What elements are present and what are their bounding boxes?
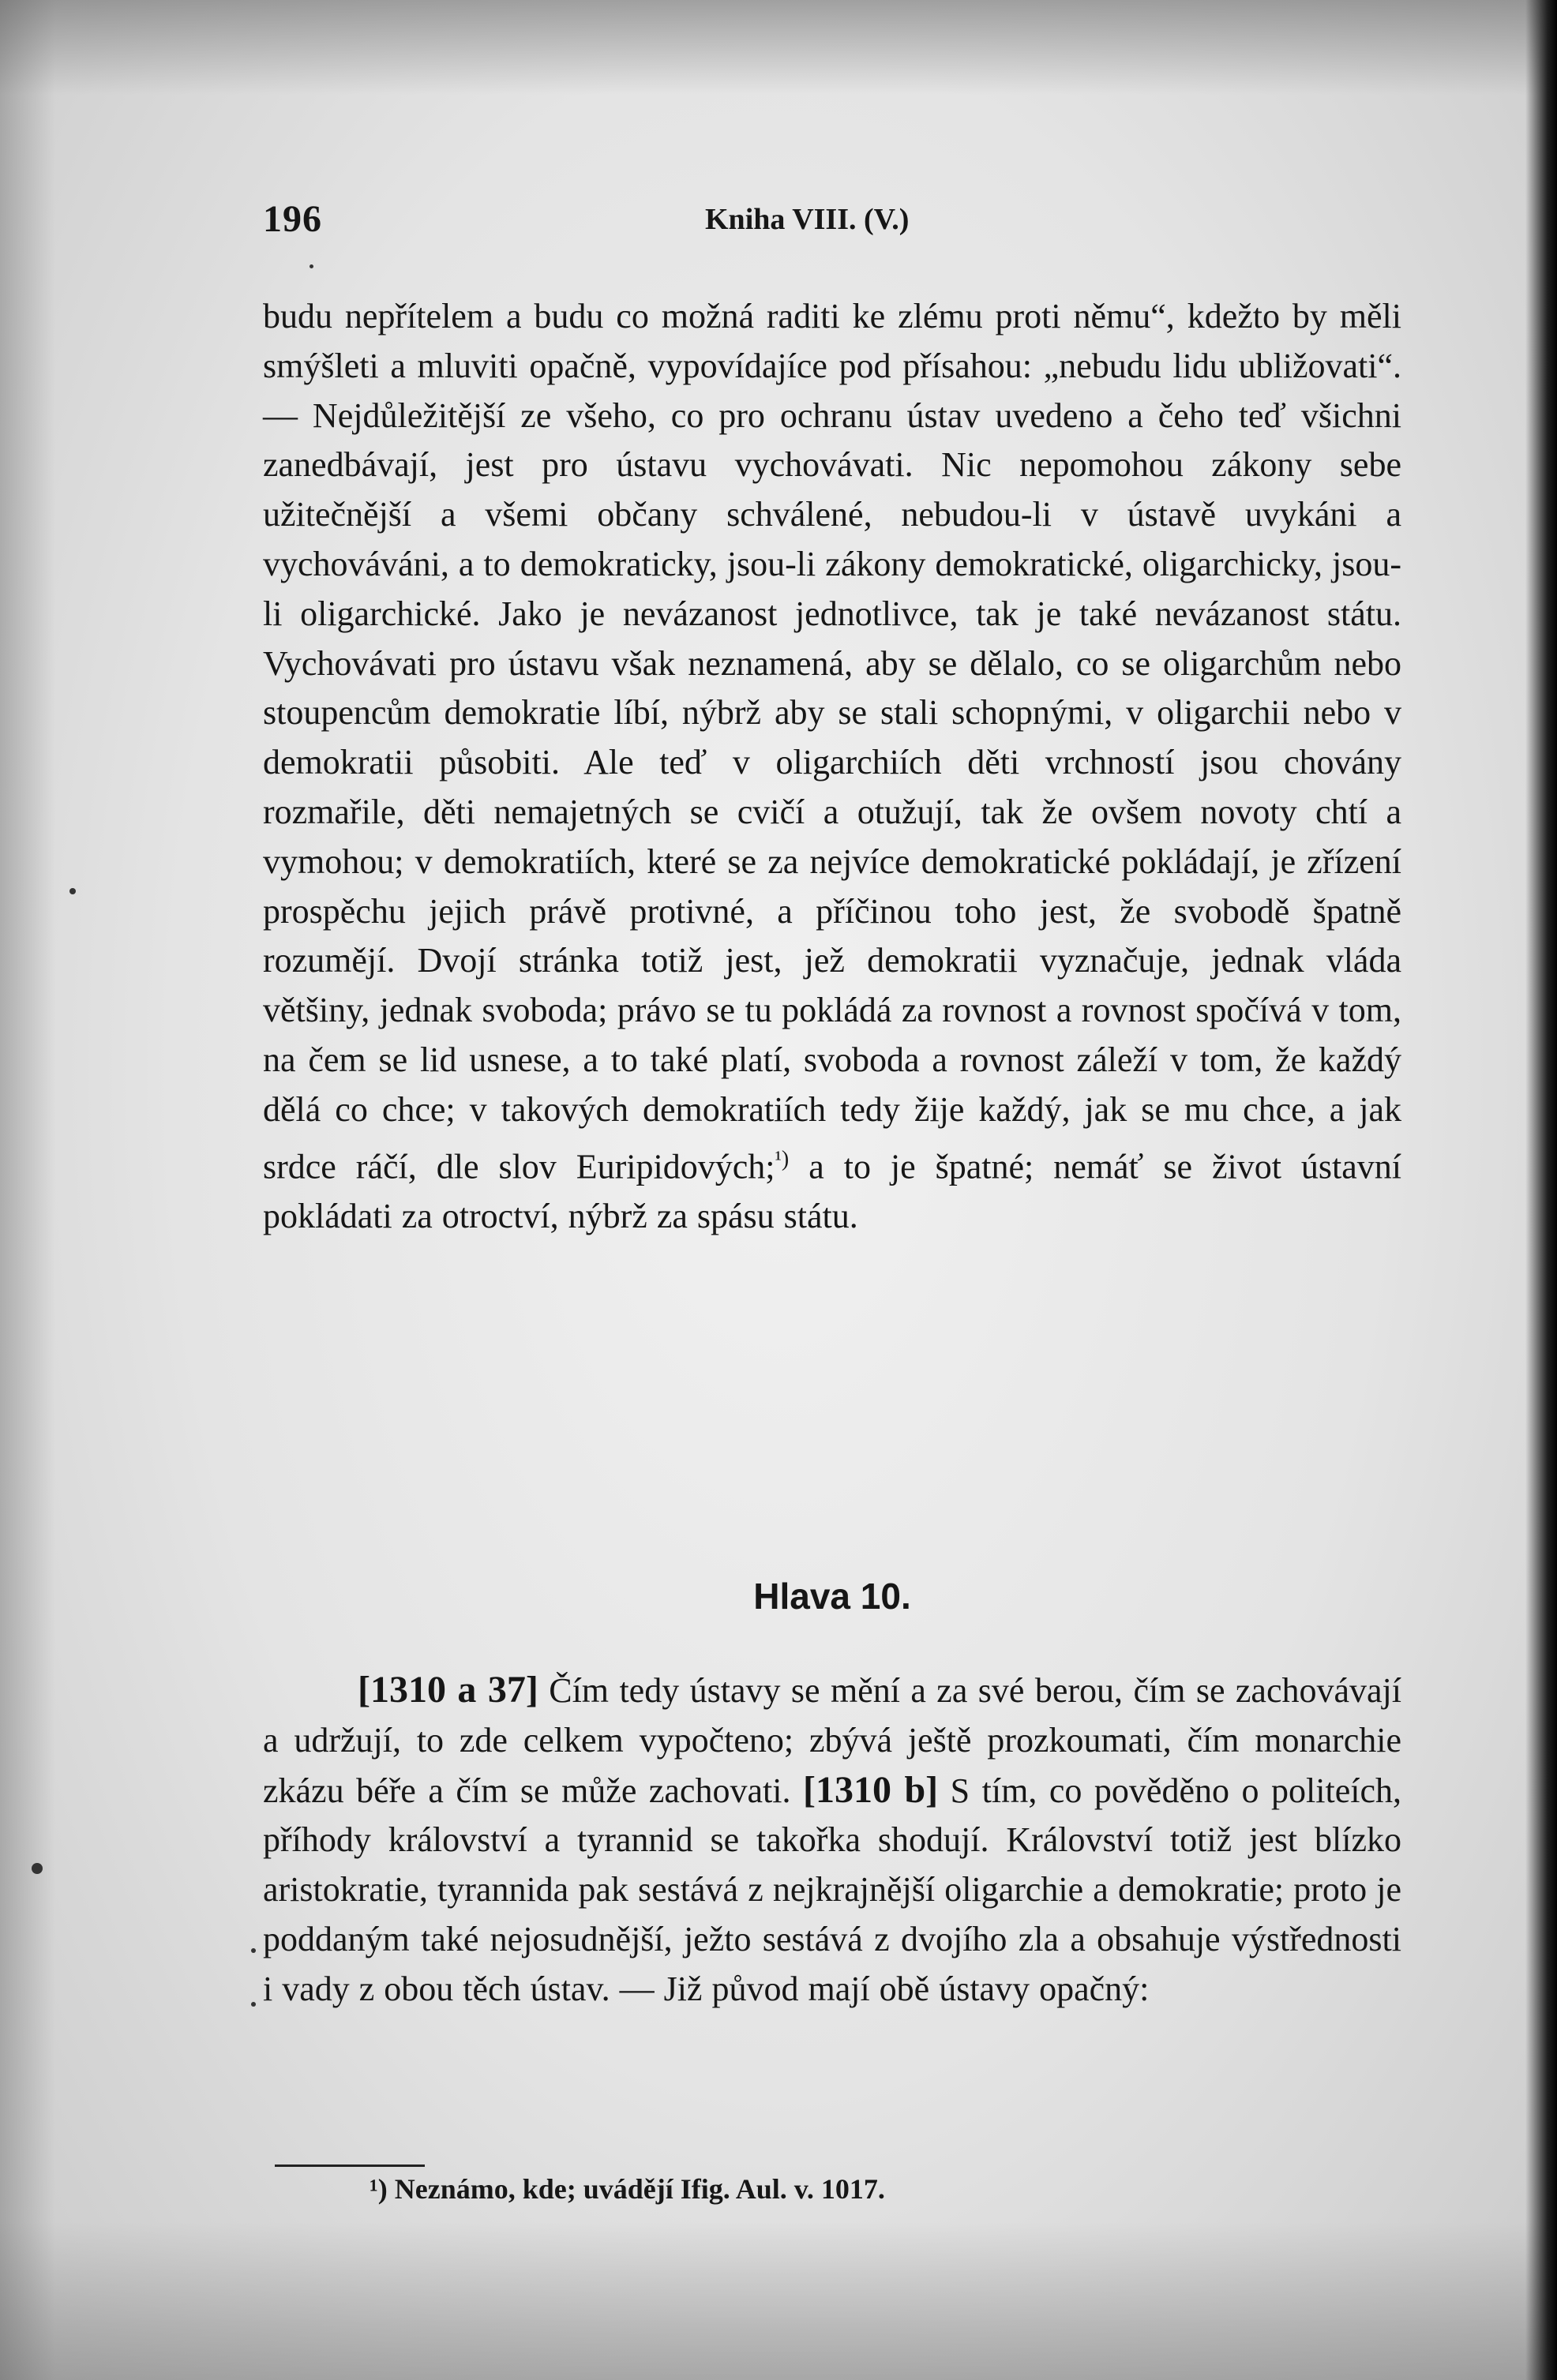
book-label: Kniha VIII. (V.) (705, 203, 910, 236)
paragraph-2-text: S tím, co pověděno o politeích, příhody království a tyrannid se takořka shodují. Království totiž jest blízko aristokratie, tyrannida pak sestává z nejkrajnější oligarchie a demokratie; proto je poddaným také nejosudnější, ježto sestává z dvojího zla a obsahuje výstřednosti i vady z obou těch ústav. — Již původ mají obě ústavy opačný: (263, 1771, 1401, 2008)
footnote: ¹) Neznámo, kde; uvádějí Ifig. Aul. v. 1017. (370, 2173, 885, 2205)
footnote-marker: ¹) (775, 1146, 790, 1171)
scan-speck (251, 2002, 256, 2007)
page-left-shadow (0, 0, 55, 2380)
bekker-reference: [1310 b] (802, 1768, 939, 1811)
page-bottom-shadow (0, 2222, 1557, 2380)
paragraph-1-text: budu nepřítelem a budu co možná raditi ke zlému proti němu“, kdežto by měli smýšleti a mluviti opačně, vypovídajíce pod přísahou: „nebudu lidu ubližovati“. — Nejdůležitější ze všeho, co pro ochranu ústav uvedeno a čeho teď všichni zanedbávají, jest pro ústavu vychovávati. Nic nepomohou zákony sebe užitečnější a všemi občany schválené, nebudou-li v ústavě uvykáni a vychováváni, a to demokraticky, jsou-li zákony demokratické, oligarchicky, jsou-li oligarchické. Jako je nevázanost jednotlivce, tak je také nevázanost státu. Vychovávati pro ústavu však neznamená, aby se dělalo, co se oligarchům nebo stoupencům demokratie líbí, nýbrž aby se stali schopnými, v oligarchii nebo v demokratii působiti. Ale teď v oligarchiích děti vrchností jsou chovány rozmařile, děti nemajetných se cvičí a otužují, tak že ovšem novoty chtí a vymohou; v demokratiích, které se za nejvíce demokratické pokládají, je zřízení prospěchu jejich právě protivné, a příčinou toho jest, že svobodě špatně rozumějí. Dvojí stránka totiž jest, jež demokratii vyznačuje, jednak vláda většiny, jednak svoboda; právo se tu pokládá za rovnost a rovnost spočívá v tom, na čem se lid usnese, a to také platí, svoboda a rovnost záleží v tom, že každý dělá co chce; v takových demokratiích tedy žije každý, jak se mu chce, a jak srdce ráčí, dle slov Euripidových; (263, 297, 1401, 1186)
chapter-heading: Hlava 10. (753, 1576, 911, 1617)
running-header (263, 197, 1401, 245)
page-top-shadow (0, 0, 1557, 95)
scan-speck (32, 1863, 43, 1874)
page-number: 196 (263, 198, 322, 240)
paragraph-2-text: Čím tedy ústavy se mění a za své berou, čím se zachovávají a udržují, to zde celkem vypočteno; zbývá ještě prozkoumati, čím monarchie zkázu béře a čím se může zachovati. (263, 1671, 1402, 1810)
paragraph-1 (263, 292, 1401, 1242)
scan-speck (310, 264, 313, 268)
scan-speck (251, 1948, 256, 1953)
paragraph-2 (263, 1666, 1401, 2015)
paragraph-1-end: a to je špatné; nemáť se život ústavní pokládati za otroctví, nýbrž za spásu státu. (263, 1147, 1401, 1235)
scan-speck (69, 888, 76, 894)
footnote-divider (275, 2164, 425, 2167)
bekker-reference: [1310 a 37] (358, 1669, 538, 1711)
page-right-edge (1525, 0, 1557, 2380)
